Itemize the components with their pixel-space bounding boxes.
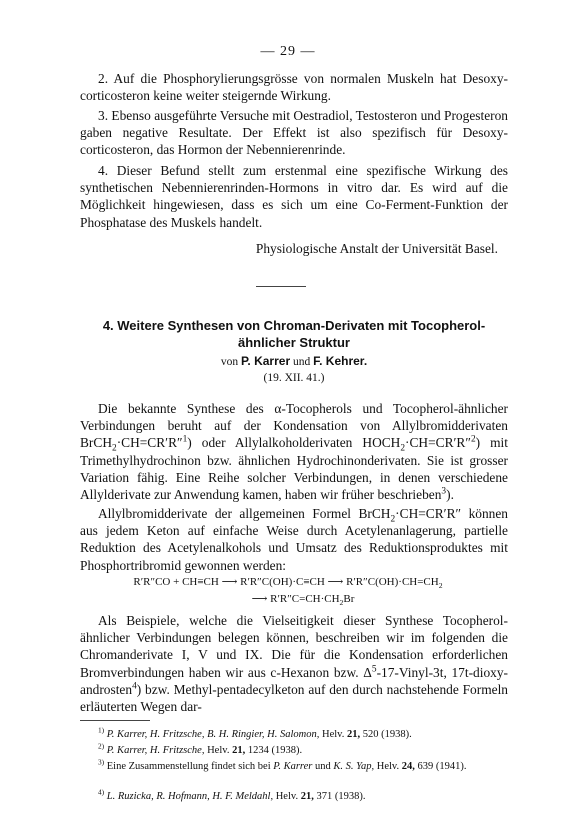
footnote-1: $^{1)}$ P. Karrer, H. Fritzsche, B. H. Ringier, H. Salomon, Helv. 21, 520 (1938).	[98, 725, 412, 740]
conclusion-item-2: 2. Auf die Phosphorylierungsgrösse von normalen Muskeln hat Desoxy-corticosteron keine weiter steigernde Wirkung.	[80, 71, 508, 104]
reaction-equation-line-1: R′R″CO + CH≡CH ⟶ R′R″C(OH)·C≡CH ⟶ $R'R''C(OH)\cdot CH=CH_2$	[133, 576, 443, 591]
body-paragraph-2: Allylbromidderivate der allgemeinen Formel BrCH$_2$·CH=CR′R″ können aus jedem Keton auf einfache Weise durch Acetylenanlagerung, partielle Reduktion des Acetylenalkohols und Umsatz des Reduktionsproduktes mit Phosphortribromid gewonnen werden:	[80, 506, 508, 573]
received-date: (19. XII. 41.)	[263, 372, 325, 384]
reaction-equation-line-2: ⟶ $R'R''C=CH\cdot CH_2Br$	[251, 593, 355, 608]
author-karrer: P. Karrer	[240, 354, 291, 368]
by-word: von	[220, 356, 239, 368]
footnote-4: $^{4)}$ L. Ruzicka, R. Hofmann, H. F. Meldahl, Helv. 21, 371 (1938).	[98, 787, 366, 802]
footnote-rule	[80, 720, 150, 721]
section-divider	[256, 286, 306, 287]
and-word: und	[293, 356, 311, 368]
body-paragraph-1: Die bekannte Synthese des α-Tocopherols und Tocopherol-ähnlicher Verbindungen beruht auf der Kondensation von Allylbromidderivaten BrCH$_2$·CH=CR′R″$^1$) oder Allylalkoholderivaten $HOCH_2\cdot CH=CR'R''^2$) mit Trimethylhydrochinon bzw. ähnlichen Hydrochinonderivaten. Sie ist grosser Variation fähig. Eine Reihe solcher Verbindungen, in denen verschiedene Allylderivate zur Anwendung kamen, haben wir früher beschrieben$^3$).	[80, 401, 508, 503]
affiliation: Physiologische Anstalt der Universität Basel.	[255, 241, 498, 256]
authors-line	[80, 354, 508, 368]
conclusion-item-4: 4. Dieser Befund stellt zum erstenmal eine spezifische Wirkung des synthetischen Nebennierenrinden-Hormons in vitro dar. Es wird auf die Möglichkeit hingewiesen, dass es sich um eine Co-Ferment-Funktion der Phosphatase des Muskels handelt.	[80, 163, 508, 230]
conclusion-item-3: 3. Ebenso ausgeführte Versuche mit Oestradiol, Testosteron und Progesteron gaben negative Resultate. Der Effekt ist also spezifisch für Desoxy-corticosteron, das Hormon der Nebennierenrinde.	[80, 108, 508, 158]
author-kehrer: F. Kehrer.	[313, 354, 368, 368]
body-paragraph-3: Als Beispiele, welche die Vielseitigkeit dieser Synthese Tocopherol-ähnlicher Verbindungen belegen können, beschreiben wir im folgenden die Chromanderivate I, V und IX. Die für die Kondensation erforderlichen Bromverbindungen haben wir aus c-Hexanon bzw. $\Delta^5-17-Vinyl-3t$, 17t-dioxy-androsten$^4$) bzw. Methyl-pentadecylketon auf den durch nachstehende Formeln erläuterten Wegen dar-	[80, 613, 508, 715]
footnote-3: $^{3)}$ Eine Zusammenstellung findet sich bei P. Karrer und K. S. Yap, Helv. 24, 639 (1941).	[98, 757, 467, 772]
footnote-2: $^{2)}$ P. Karrer, H. Fritzsche, Helv. 21, 1234 (1938).	[98, 741, 303, 756]
page-number: — 29 —	[260, 44, 316, 59]
section-title: 4. Weitere Synthesen von Chroman-Derivaten mit Tocopherol-ähnlicher Struktur	[102, 318, 486, 350]
